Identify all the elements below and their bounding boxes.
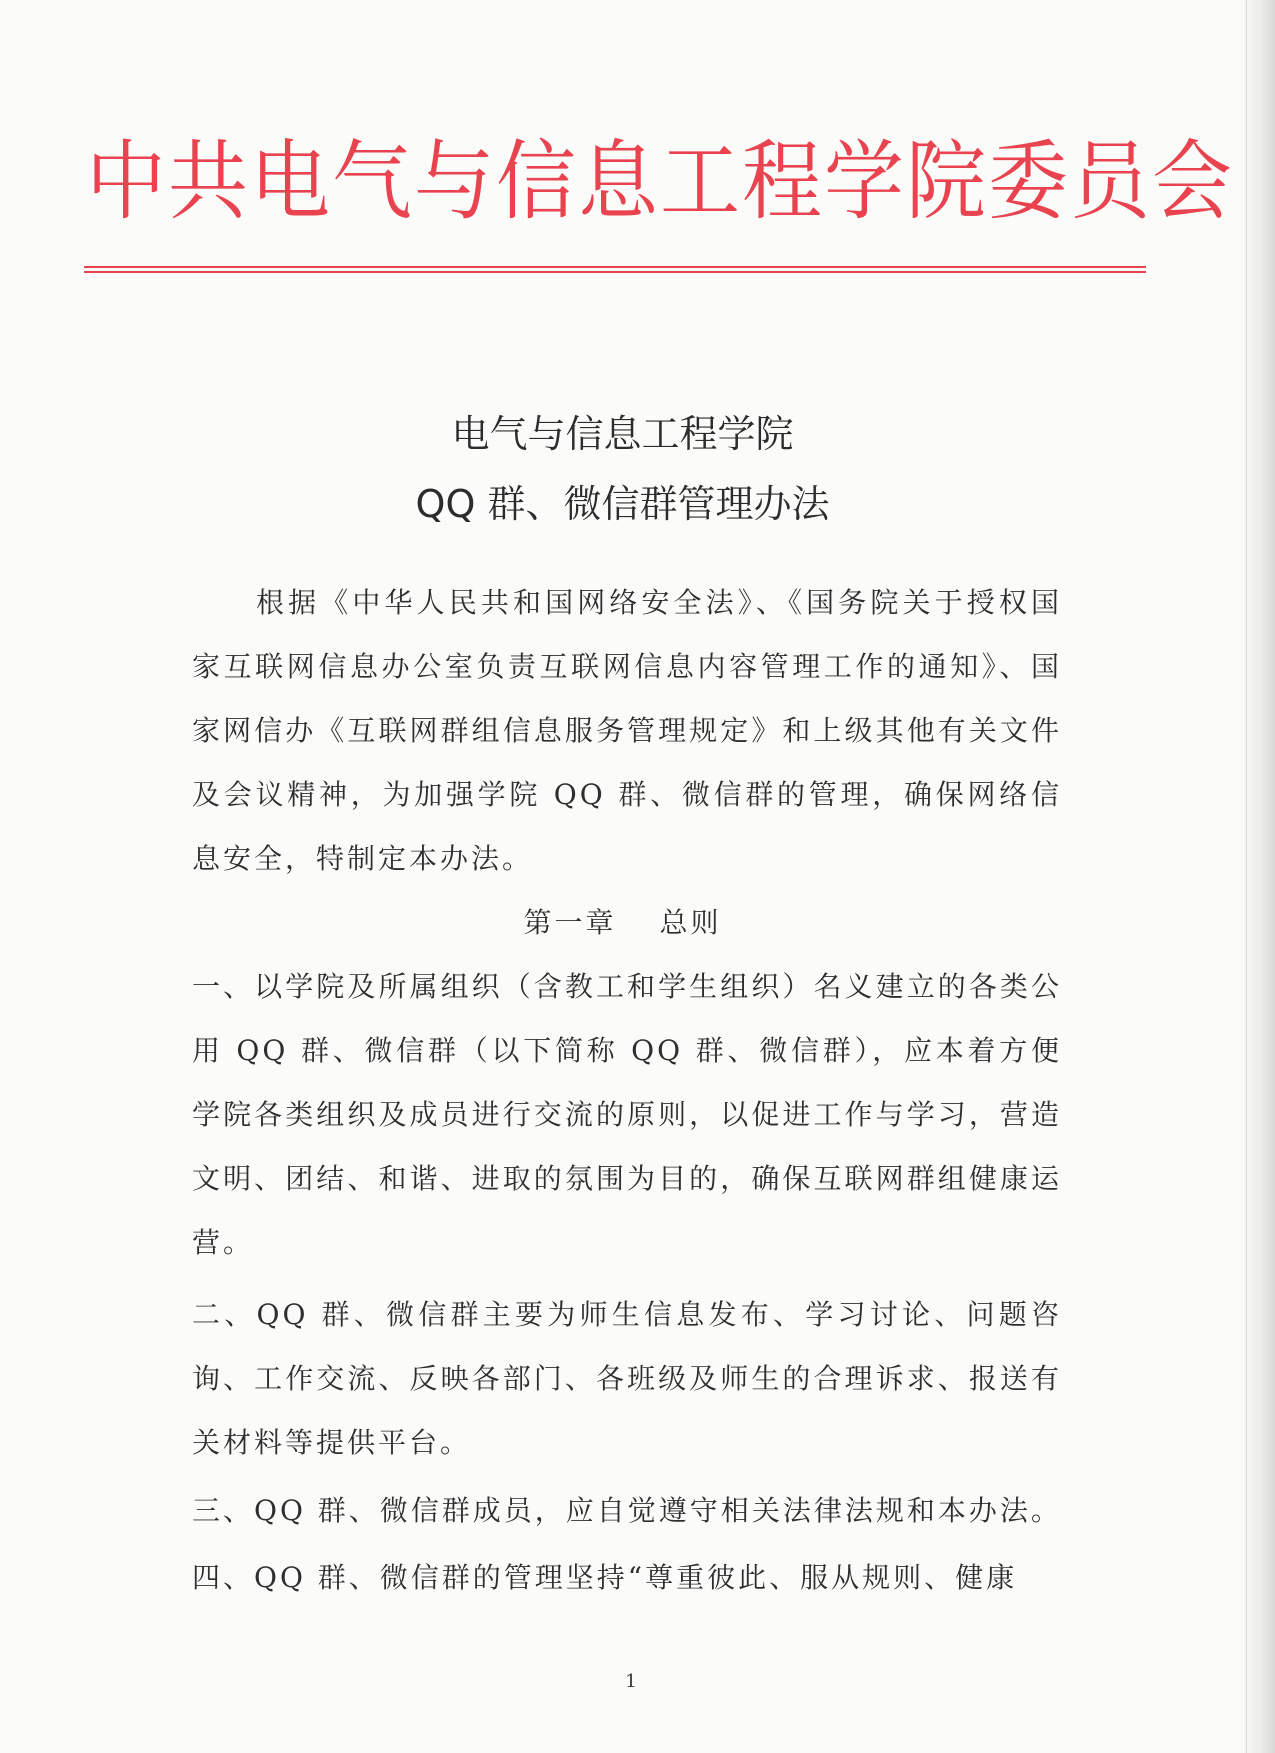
article-2: 二、QQ 群、微信群主要为师生信息发布、学习讨论、问题咨询、工作交流、反映各部门、各班级及师生的合理诉求、报送有关材料等提供平台。 bbox=[192, 1298, 1062, 1459]
page-number: 1 bbox=[625, 1671, 637, 1692]
chapter-heading: 第一章 总则 bbox=[523, 906, 722, 939]
document-title-line2: QQ 群、微信群管理办法 bbox=[415, 482, 830, 526]
letterhead-organization: 中共电气与信息工程学院委员会 bbox=[86, 131, 1234, 232]
scan-edge-line bbox=[1246, 0, 1247, 1753]
article-4: 四、QQ 群、微信群的管理坚持“尊重彼此、服从规则、健康 bbox=[192, 1561, 1018, 1594]
scan-edge-shadow bbox=[1239, 0, 1275, 1753]
letterhead-rule-top bbox=[84, 266, 1146, 268]
document-title-line1: 电气与信息工程学院 bbox=[451, 412, 794, 456]
intro-paragraph: 根据《中华人民共和国网络安全法》、《国务院关于授权国家互联网信息办公室负责互联网信息内容管理工作的通知》、国家网信办《互联网群组信息服务管理规定》和上级其他有关文件及会议精神，为加强学院 QQ 群、微信群的管理，确保网络信息安全，特制定本办法。 bbox=[192, 586, 1062, 875]
article-1: 一、以学院及所属组织（含教工和学生组织）名义建立的各类公用 QQ 群、微信群（以下简称 QQ 群、微信群），应本着方便学院各类组织及成员进行交流的原则，以促进工作与学习，营造文明、团结、和谐、进取的氛围为目的，确保互联网群组健康运营。 bbox=[192, 970, 1062, 1259]
article-3: 三、QQ 群、微信群成员，应自觉遵守相关法律法规和本办法。 bbox=[192, 1494, 1062, 1527]
letterhead-rule-bottom bbox=[84, 271, 1146, 273]
